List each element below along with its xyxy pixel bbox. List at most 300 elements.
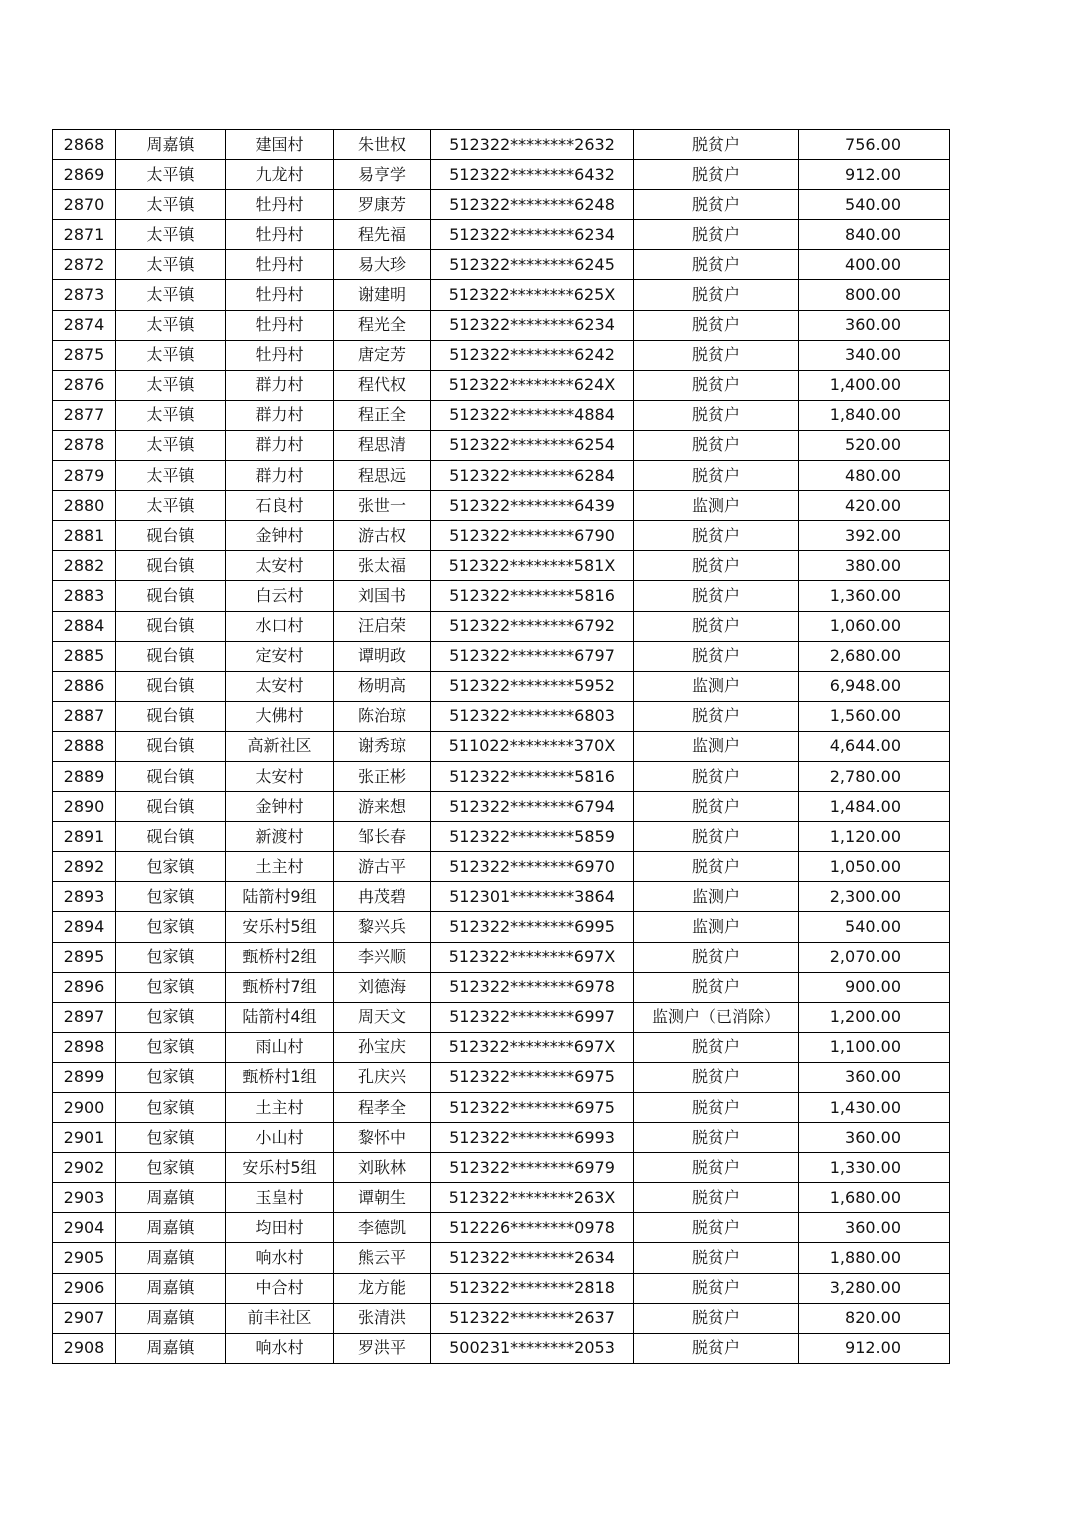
name-cell: 谭明政 xyxy=(334,641,431,671)
serial-number-cell: 2887 xyxy=(53,701,116,731)
amount-cell: 392.00 xyxy=(799,521,950,551)
name-cell: 刘国书 xyxy=(334,581,431,611)
serial-number-cell: 2870 xyxy=(53,190,116,220)
serial-number-cell: 2901 xyxy=(53,1123,116,1153)
household-type-cell: 脱贫户 xyxy=(634,942,799,972)
amount-cell: 840.00 xyxy=(799,220,950,250)
household-type-cell: 脱贫户 xyxy=(634,1303,799,1333)
town-cell: 周嘉镇 xyxy=(116,1273,226,1303)
amount-cell: 800.00 xyxy=(799,280,950,310)
id-number-cell: 512322********6248 xyxy=(431,190,634,220)
village-cell: 甄桥村1组 xyxy=(226,1062,334,1092)
serial-number-cell: 2908 xyxy=(53,1333,116,1363)
table-row xyxy=(53,220,950,250)
table-row xyxy=(53,1273,950,1303)
village-cell: 中合村 xyxy=(226,1273,334,1303)
name-cell: 李德凯 xyxy=(334,1213,431,1243)
household-type-cell: 脱贫户 xyxy=(634,1093,799,1123)
amount-cell: 1,120.00 xyxy=(799,822,950,852)
village-cell: 牡丹村 xyxy=(226,190,334,220)
name-cell: 周天文 xyxy=(334,1002,431,1032)
amount-cell: 1,430.00 xyxy=(799,1093,950,1123)
serial-number-cell: 2877 xyxy=(53,400,116,430)
table-row xyxy=(53,942,950,972)
table-row xyxy=(53,1213,950,1243)
household-type-cell: 脱贫户 xyxy=(634,461,799,491)
amount-cell: 1,400.00 xyxy=(799,370,950,400)
amount-cell: 1,060.00 xyxy=(799,611,950,641)
household-type-cell: 脱贫户 xyxy=(634,310,799,340)
serial-number-cell: 2869 xyxy=(53,160,116,190)
name-cell: 游来想 xyxy=(334,792,431,822)
household-type-cell: 脱贫户 xyxy=(634,1183,799,1213)
serial-number-cell: 2881 xyxy=(53,521,116,551)
village-cell: 牡丹村 xyxy=(226,280,334,310)
town-cell: 包家镇 xyxy=(116,972,226,1002)
serial-number-cell: 2890 xyxy=(53,792,116,822)
name-cell: 谭朝生 xyxy=(334,1183,431,1213)
name-cell: 孔庆兴 xyxy=(334,1062,431,1092)
town-cell: 周嘉镇 xyxy=(116,1243,226,1273)
amount-cell: 360.00 xyxy=(799,1123,950,1153)
serial-number-cell: 2878 xyxy=(53,430,116,460)
village-cell: 群力村 xyxy=(226,430,334,460)
town-cell: 包家镇 xyxy=(116,882,226,912)
household-type-cell: 脱贫户 xyxy=(634,250,799,280)
amount-cell: 360.00 xyxy=(799,1062,950,1092)
village-cell: 高新社区 xyxy=(226,731,334,761)
table-row xyxy=(53,310,950,340)
village-cell: 群力村 xyxy=(226,400,334,430)
id-number-cell: 512322********625X xyxy=(431,280,634,310)
name-cell: 游古权 xyxy=(334,521,431,551)
household-type-cell: 脱贫户 xyxy=(634,190,799,220)
amount-cell: 2,780.00 xyxy=(799,761,950,791)
serial-number-cell: 2880 xyxy=(53,491,116,521)
household-type-cell: 脱贫户 xyxy=(634,852,799,882)
household-type-cell: 监测户 xyxy=(634,491,799,521)
household-type-cell: 脱贫户 xyxy=(634,160,799,190)
household-type-cell: 脱贫户 xyxy=(634,611,799,641)
serial-number-cell: 2889 xyxy=(53,761,116,791)
town-cell: 砚台镇 xyxy=(116,822,226,852)
table-row xyxy=(53,1243,950,1273)
table-row xyxy=(53,1303,950,1333)
town-cell: 砚台镇 xyxy=(116,731,226,761)
table-row xyxy=(53,1183,950,1213)
household-type-cell: 监测户（已消除） xyxy=(634,1002,799,1032)
amount-cell: 1,330.00 xyxy=(799,1153,950,1183)
serial-number-cell: 2882 xyxy=(53,551,116,581)
town-cell: 包家镇 xyxy=(116,1062,226,1092)
household-type-cell: 监测户 xyxy=(634,731,799,761)
town-cell: 砚台镇 xyxy=(116,761,226,791)
name-cell: 李兴顺 xyxy=(334,942,431,972)
id-number-cell: 512322********6993 xyxy=(431,1123,634,1153)
village-cell: 太安村 xyxy=(226,551,334,581)
id-number-cell: 500231********2053 xyxy=(431,1333,634,1363)
town-cell: 太平镇 xyxy=(116,160,226,190)
household-type-cell: 脱贫户 xyxy=(634,701,799,731)
amount-cell: 756.00 xyxy=(799,130,950,160)
table-row xyxy=(53,250,950,280)
amount-cell: 1,100.00 xyxy=(799,1032,950,1062)
village-cell: 金钟村 xyxy=(226,521,334,551)
amount-cell: 3,280.00 xyxy=(799,1273,950,1303)
village-cell: 牡丹村 xyxy=(226,220,334,250)
name-cell: 罗康芳 xyxy=(334,190,431,220)
id-number-cell: 512322********6975 xyxy=(431,1093,634,1123)
table-row xyxy=(53,430,950,460)
household-type-cell: 脱贫户 xyxy=(634,1123,799,1153)
name-cell: 杨明高 xyxy=(334,671,431,701)
id-number-cell: 512322********6803 xyxy=(431,701,634,731)
amount-cell: 1,050.00 xyxy=(799,852,950,882)
household-type-cell: 脱贫户 xyxy=(634,1273,799,1303)
table-row xyxy=(53,1123,950,1153)
household-type-cell: 脱贫户 xyxy=(634,370,799,400)
amount-cell: 900.00 xyxy=(799,972,950,1002)
amount-cell: 1,840.00 xyxy=(799,400,950,430)
id-number-cell: 512322********581X xyxy=(431,551,634,581)
village-cell: 土主村 xyxy=(226,1093,334,1123)
serial-number-cell: 2898 xyxy=(53,1032,116,1062)
town-cell: 包家镇 xyxy=(116,1002,226,1032)
amount-cell: 480.00 xyxy=(799,461,950,491)
amount-cell: 1,680.00 xyxy=(799,1183,950,1213)
id-number-cell: 512322********5816 xyxy=(431,761,634,791)
town-cell: 太平镇 xyxy=(116,310,226,340)
serial-number-cell: 2871 xyxy=(53,220,116,250)
serial-number-cell: 2885 xyxy=(53,641,116,671)
id-number-cell: 512322********697X xyxy=(431,942,634,972)
table-row xyxy=(53,822,950,852)
village-cell: 甄桥村2组 xyxy=(226,942,334,972)
household-type-cell: 脱贫户 xyxy=(634,400,799,430)
town-cell: 包家镇 xyxy=(116,1153,226,1183)
serial-number-cell: 2875 xyxy=(53,340,116,370)
amount-cell: 4,644.00 xyxy=(799,731,950,761)
serial-number-cell: 2883 xyxy=(53,581,116,611)
household-type-cell: 脱贫户 xyxy=(634,1213,799,1243)
serial-number-cell: 2891 xyxy=(53,822,116,852)
village-cell: 小山村 xyxy=(226,1123,334,1153)
id-number-cell: 512322********6242 xyxy=(431,340,634,370)
name-cell: 邹长春 xyxy=(334,822,431,852)
table-row xyxy=(53,1093,950,1123)
town-cell: 砚台镇 xyxy=(116,641,226,671)
town-cell: 太平镇 xyxy=(116,190,226,220)
village-cell: 定安村 xyxy=(226,641,334,671)
town-cell: 包家镇 xyxy=(116,1093,226,1123)
amount-cell: 2,070.00 xyxy=(799,942,950,972)
town-cell: 周嘉镇 xyxy=(116,1303,226,1333)
household-type-cell: 脱贫户 xyxy=(634,551,799,581)
table-row xyxy=(53,852,950,882)
amount-cell: 820.00 xyxy=(799,1303,950,1333)
name-cell: 程孝全 xyxy=(334,1093,431,1123)
id-number-cell: 512322********6432 xyxy=(431,160,634,190)
table-row xyxy=(53,340,950,370)
serial-number-cell: 2902 xyxy=(53,1153,116,1183)
serial-number-cell: 2906 xyxy=(53,1273,116,1303)
village-cell: 水口村 xyxy=(226,611,334,641)
town-cell: 砚台镇 xyxy=(116,521,226,551)
amount-cell: 2,680.00 xyxy=(799,641,950,671)
town-cell: 包家镇 xyxy=(116,1123,226,1153)
name-cell: 张清洪 xyxy=(334,1303,431,1333)
id-number-cell: 512322********6794 xyxy=(431,792,634,822)
amount-cell: 1,360.00 xyxy=(799,581,950,611)
table-row xyxy=(53,792,950,822)
town-cell: 太平镇 xyxy=(116,280,226,310)
table-row xyxy=(53,912,950,942)
table-row xyxy=(53,160,950,190)
amount-cell: 912.00 xyxy=(799,1333,950,1363)
id-number-cell: 511022********370X xyxy=(431,731,634,761)
name-cell: 刘德海 xyxy=(334,972,431,1002)
name-cell: 程光全 xyxy=(334,310,431,340)
household-type-cell: 脱贫户 xyxy=(634,1243,799,1273)
household-type-cell: 脱贫户 xyxy=(634,641,799,671)
town-cell: 周嘉镇 xyxy=(116,1183,226,1213)
town-cell: 砚台镇 xyxy=(116,581,226,611)
town-cell: 太平镇 xyxy=(116,250,226,280)
table-row xyxy=(53,461,950,491)
village-cell: 太安村 xyxy=(226,761,334,791)
serial-number-cell: 2884 xyxy=(53,611,116,641)
table-row xyxy=(53,1002,950,1032)
town-cell: 太平镇 xyxy=(116,400,226,430)
serial-number-cell: 2894 xyxy=(53,912,116,942)
town-cell: 太平镇 xyxy=(116,430,226,460)
name-cell: 易亨学 xyxy=(334,160,431,190)
id-number-cell: 512322********5816 xyxy=(431,581,634,611)
serial-number-cell: 2900 xyxy=(53,1093,116,1123)
name-cell: 程思远 xyxy=(334,461,431,491)
serial-number-cell: 2896 xyxy=(53,972,116,1002)
name-cell: 黎怀中 xyxy=(334,1123,431,1153)
id-number-cell: 512322********6439 xyxy=(431,491,634,521)
village-cell: 金钟村 xyxy=(226,792,334,822)
village-cell: 九龙村 xyxy=(226,160,334,190)
household-type-cell: 脱贫户 xyxy=(634,130,799,160)
serial-number-cell: 2874 xyxy=(53,310,116,340)
table-row xyxy=(53,701,950,731)
village-cell: 牡丹村 xyxy=(226,310,334,340)
village-cell: 均田村 xyxy=(226,1213,334,1243)
village-cell: 安乐村5组 xyxy=(226,1153,334,1183)
serial-number-cell: 2905 xyxy=(53,1243,116,1273)
town-cell: 周嘉镇 xyxy=(116,1213,226,1243)
amount-cell: 520.00 xyxy=(799,430,950,460)
table-row xyxy=(53,641,950,671)
town-cell: 太平镇 xyxy=(116,491,226,521)
id-number-cell: 512322********5859 xyxy=(431,822,634,852)
town-cell: 包家镇 xyxy=(116,942,226,972)
village-cell: 白云村 xyxy=(226,581,334,611)
village-cell: 建国村 xyxy=(226,130,334,160)
town-cell: 太平镇 xyxy=(116,370,226,400)
name-cell: 易大珍 xyxy=(334,250,431,280)
village-cell: 群力村 xyxy=(226,461,334,491)
name-cell: 游古平 xyxy=(334,852,431,882)
amount-cell: 912.00 xyxy=(799,160,950,190)
village-cell: 牡丹村 xyxy=(226,340,334,370)
name-cell: 刘耿林 xyxy=(334,1153,431,1183)
id-number-cell: 512322********6245 xyxy=(431,250,634,280)
id-number-cell: 512322********6284 xyxy=(431,461,634,491)
household-type-cell: 监测户 xyxy=(634,671,799,701)
serial-number-cell: 2868 xyxy=(53,130,116,160)
id-number-cell: 512322********263X xyxy=(431,1183,634,1213)
id-number-cell: 512322********2632 xyxy=(431,130,634,160)
amount-cell: 340.00 xyxy=(799,340,950,370)
id-number-cell: 512322********6975 xyxy=(431,1062,634,1092)
amount-cell: 360.00 xyxy=(799,1213,950,1243)
name-cell: 黎兴兵 xyxy=(334,912,431,942)
id-number-cell: 512322********6978 xyxy=(431,972,634,1002)
id-number-cell: 512322********697X xyxy=(431,1032,634,1062)
household-type-cell: 脱贫户 xyxy=(634,340,799,370)
household-type-cell: 脱贫户 xyxy=(634,280,799,310)
town-cell: 砚台镇 xyxy=(116,701,226,731)
town-cell: 太平镇 xyxy=(116,340,226,370)
id-number-cell: 512322********6234 xyxy=(431,220,634,250)
table-row xyxy=(53,1032,950,1062)
town-cell: 砚台镇 xyxy=(116,611,226,641)
household-type-cell: 脱贫户 xyxy=(634,1032,799,1062)
name-cell: 程先福 xyxy=(334,220,431,250)
name-cell: 张正彬 xyxy=(334,761,431,791)
amount-cell: 360.00 xyxy=(799,310,950,340)
id-number-cell: 512322********5952 xyxy=(431,671,634,701)
table-row xyxy=(53,972,950,1002)
amount-cell: 1,484.00 xyxy=(799,792,950,822)
serial-number-cell: 2897 xyxy=(53,1002,116,1032)
town-cell: 砚台镇 xyxy=(116,671,226,701)
id-number-cell: 512322********624X xyxy=(431,370,634,400)
household-type-cell: 脱贫户 xyxy=(634,430,799,460)
amount-cell: 2,300.00 xyxy=(799,882,950,912)
name-cell: 唐定芳 xyxy=(334,340,431,370)
table-row xyxy=(53,1153,950,1183)
serial-number-cell: 2876 xyxy=(53,370,116,400)
table-row xyxy=(53,581,950,611)
village-cell: 陆箭村4组 xyxy=(226,1002,334,1032)
serial-number-cell: 2907 xyxy=(53,1303,116,1333)
id-number-cell: 512322********6234 xyxy=(431,310,634,340)
town-cell: 包家镇 xyxy=(116,852,226,882)
village-cell: 石良村 xyxy=(226,491,334,521)
amount-cell: 1,880.00 xyxy=(799,1243,950,1273)
amount-cell: 6,948.00 xyxy=(799,671,950,701)
id-number-cell: 512322********6995 xyxy=(431,912,634,942)
name-cell: 程正全 xyxy=(334,400,431,430)
name-cell: 汪启荣 xyxy=(334,611,431,641)
id-number-cell: 512322********6997 xyxy=(431,1002,634,1032)
household-type-cell: 脱贫户 xyxy=(634,581,799,611)
table-row xyxy=(53,1062,950,1092)
village-cell: 陆箭村9组 xyxy=(226,882,334,912)
household-type-cell: 脱贫户 xyxy=(634,220,799,250)
household-type-cell: 脱贫户 xyxy=(634,822,799,852)
id-number-cell: 512226********0978 xyxy=(431,1213,634,1243)
village-cell: 太安村 xyxy=(226,671,334,701)
village-cell: 新渡村 xyxy=(226,822,334,852)
serial-number-cell: 2879 xyxy=(53,461,116,491)
serial-number-cell: 2873 xyxy=(53,280,116,310)
id-number-cell: 512322********6797 xyxy=(431,641,634,671)
serial-number-cell: 2888 xyxy=(53,731,116,761)
table-row xyxy=(53,190,950,220)
records-body xyxy=(53,130,950,1364)
serial-number-cell: 2895 xyxy=(53,942,116,972)
table-row xyxy=(53,1333,950,1363)
household-type-cell: 脱贫户 xyxy=(634,521,799,551)
serial-number-cell: 2904 xyxy=(53,1213,116,1243)
id-number-cell: 512322********4884 xyxy=(431,400,634,430)
town-cell: 周嘉镇 xyxy=(116,130,226,160)
household-type-cell: 脱贫户 xyxy=(634,761,799,791)
id-number-cell: 512322********6790 xyxy=(431,521,634,551)
serial-number-cell: 2886 xyxy=(53,671,116,701)
id-number-cell: 512322********2818 xyxy=(431,1273,634,1303)
village-cell: 大佛村 xyxy=(226,701,334,731)
records-table xyxy=(52,129,950,1364)
id-number-cell: 512322********6792 xyxy=(431,611,634,641)
id-number-cell: 512322********6254 xyxy=(431,430,634,460)
name-cell: 张太福 xyxy=(334,551,431,581)
village-cell: 雨山村 xyxy=(226,1032,334,1062)
household-type-cell: 脱贫户 xyxy=(634,1062,799,1092)
name-cell: 程思清 xyxy=(334,430,431,460)
name-cell: 朱世权 xyxy=(334,130,431,160)
town-cell: 砚台镇 xyxy=(116,792,226,822)
town-cell: 周嘉镇 xyxy=(116,1333,226,1363)
town-cell: 包家镇 xyxy=(116,912,226,942)
table-row xyxy=(53,671,950,701)
town-cell: 包家镇 xyxy=(116,1032,226,1062)
id-number-cell: 512322********2637 xyxy=(431,1303,634,1333)
household-type-cell: 脱贫户 xyxy=(634,972,799,1002)
table-row xyxy=(53,400,950,430)
table-row xyxy=(53,370,950,400)
name-cell: 陈治琼 xyxy=(334,701,431,731)
table-row xyxy=(53,130,950,160)
table-row xyxy=(53,761,950,791)
town-cell: 太平镇 xyxy=(116,220,226,250)
village-cell: 群力村 xyxy=(226,370,334,400)
village-cell: 响水村 xyxy=(226,1243,334,1273)
table-row xyxy=(53,611,950,641)
amount-cell: 400.00 xyxy=(799,250,950,280)
serial-number-cell: 2903 xyxy=(53,1183,116,1213)
name-cell: 程代权 xyxy=(334,370,431,400)
table-row xyxy=(53,491,950,521)
table-row xyxy=(53,521,950,551)
village-cell: 响水村 xyxy=(226,1333,334,1363)
name-cell: 孙宝庆 xyxy=(334,1032,431,1062)
name-cell: 熊云平 xyxy=(334,1243,431,1273)
table-row xyxy=(53,882,950,912)
town-cell: 太平镇 xyxy=(116,461,226,491)
id-number-cell: 512322********2634 xyxy=(431,1243,634,1273)
id-number-cell: 512322********6979 xyxy=(431,1153,634,1183)
amount-cell: 540.00 xyxy=(799,912,950,942)
name-cell: 张世一 xyxy=(334,491,431,521)
household-type-cell: 监测户 xyxy=(634,912,799,942)
